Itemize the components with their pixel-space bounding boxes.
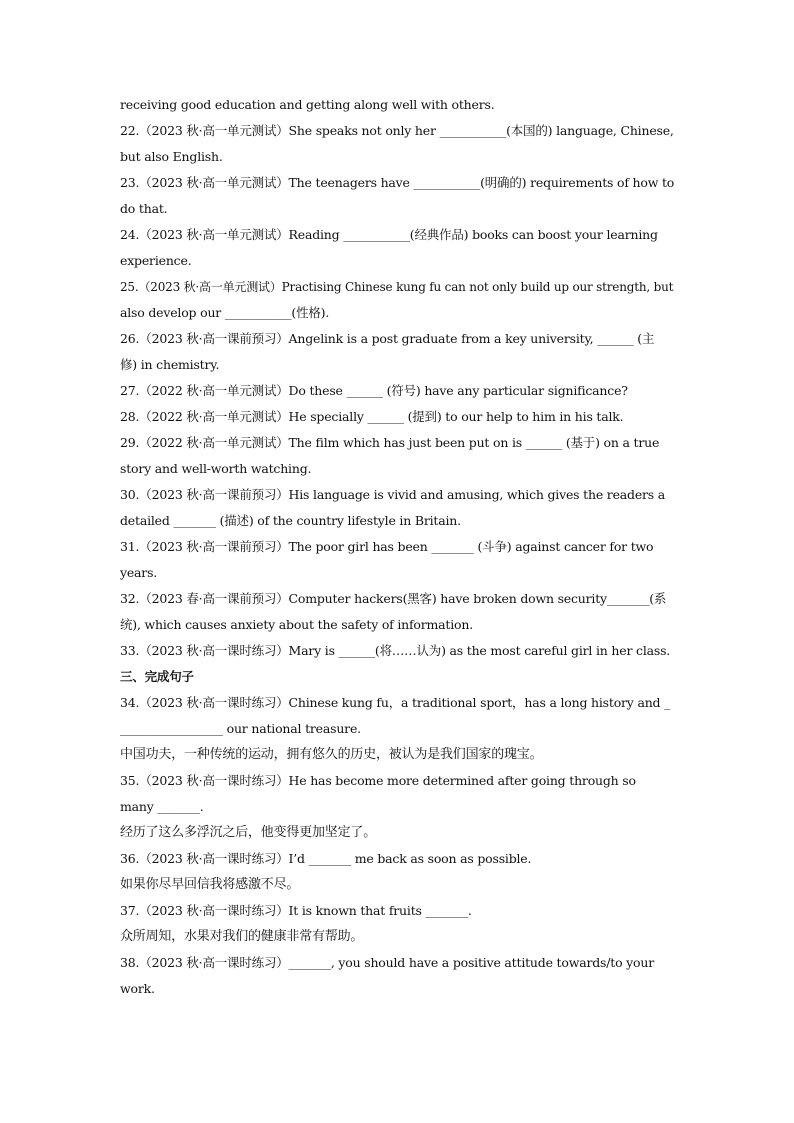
question-29: 29.（2022 秋·高一单元测试）The film which has just been put on is ______ (基于) on a true bbox=[120, 435, 660, 450]
text-line: 修) in chemistry. bbox=[120, 357, 220, 372]
text-line: story and well-worth watching. bbox=[120, 461, 312, 476]
document-page bbox=[120, 92, 680, 1002]
question-31: 31.（2023 秋·高一课前预习）The poor girl has been _______ (斗争) against cancer for two bbox=[120, 539, 654, 554]
question-23: 23.（2023 秋·高一单元测试）The teenagers have ___________(明确的) requirements of how to bbox=[120, 175, 675, 190]
question-34: 34.（2023 秋·高一课时练习）Chinese kung fu，a traditional sport，has a long history and _ bbox=[120, 695, 671, 710]
chinese-translation: 经历了这么多浮沉之后，他变得更加坚定了。 bbox=[120, 825, 377, 840]
text-line: receiving good education and getting along well with others. bbox=[120, 97, 495, 112]
chinese-translation: 中国功夫，一种传统的运动，拥有悠久的历史，被认为是我们国家的瑰宝。 bbox=[120, 747, 543, 762]
text-line: work. bbox=[120, 981, 155, 996]
section-heading: 三、完成句子 bbox=[120, 669, 194, 684]
question-22: 22.（2023 秋·高一单元测试）She speaks not only her ___________(本国的) language, Chinese, bbox=[120, 123, 674, 138]
question-25: 25.（2023 秋·高一单元测试）Practising Chinese kung fu can not only build up our strength, but bbox=[120, 280, 674, 294]
text-line: 统), which causes anxiety about the safety of information. bbox=[120, 617, 474, 632]
question-24: 24.（2023 秋·高一单元测试）Reading ___________(经典作品) books can boost your learning bbox=[120, 227, 658, 242]
question-26: 26.（2023 秋·高一课前预习）Angelink is a post graduate from a key university, ______ (主 bbox=[120, 331, 655, 346]
text-line: do that. bbox=[120, 201, 168, 216]
question-38: 38.（2023 秋·高一课时练习）_______, you should have a positive attitude towards/to your bbox=[120, 955, 654, 970]
text-line: experience. bbox=[120, 253, 192, 268]
question-37: 37.（2023 秋·高一课时练习）It is known that fruits _______. bbox=[120, 903, 472, 918]
question-35: 35.（2023 秋·高一课时练习）He has become more determined after going through so bbox=[120, 773, 636, 788]
question-32: 32.（2023 春·高一课前预习）Computer hackers(黑客) have broken down security_______(系 bbox=[120, 591, 667, 606]
text-line: many _______. bbox=[120, 799, 204, 814]
question-27: 27.（2022 秋·高一单元测试）Do these ______ (符号) have any particular significance? bbox=[120, 383, 628, 398]
question-30: 30.（2023 秋·高一课前预习）His language is vivid and amusing, which gives the readers a bbox=[120, 487, 666, 502]
question-28: 28.（2022 秋·高一单元测试）He specially ______ (提到) to our help to him in his talk. bbox=[120, 409, 624, 424]
text-line: also develop our ___________(性格). bbox=[120, 305, 330, 320]
chinese-translation: 众所周知，水果对我们的健康非常有帮助。 bbox=[120, 929, 364, 944]
text-line: but also English. bbox=[120, 149, 223, 164]
question-33: 33.（2023 秋·高一课时练习）Mary is ______(将……认为) as the most careful girl in her class. bbox=[120, 643, 671, 658]
text-line: detailed _______ (描述) of the country lifestyle in Britain. bbox=[120, 513, 461, 528]
text-line: years. bbox=[120, 565, 158, 580]
chinese-translation: 如果你尽早回信我将感激不尽。 bbox=[120, 877, 300, 892]
text-line: _________________ our national treasure. bbox=[120, 721, 361, 736]
question-36: 36.（2023 秋·高一课时练习）I’d _______ me back as soon as possible. bbox=[120, 851, 532, 866]
